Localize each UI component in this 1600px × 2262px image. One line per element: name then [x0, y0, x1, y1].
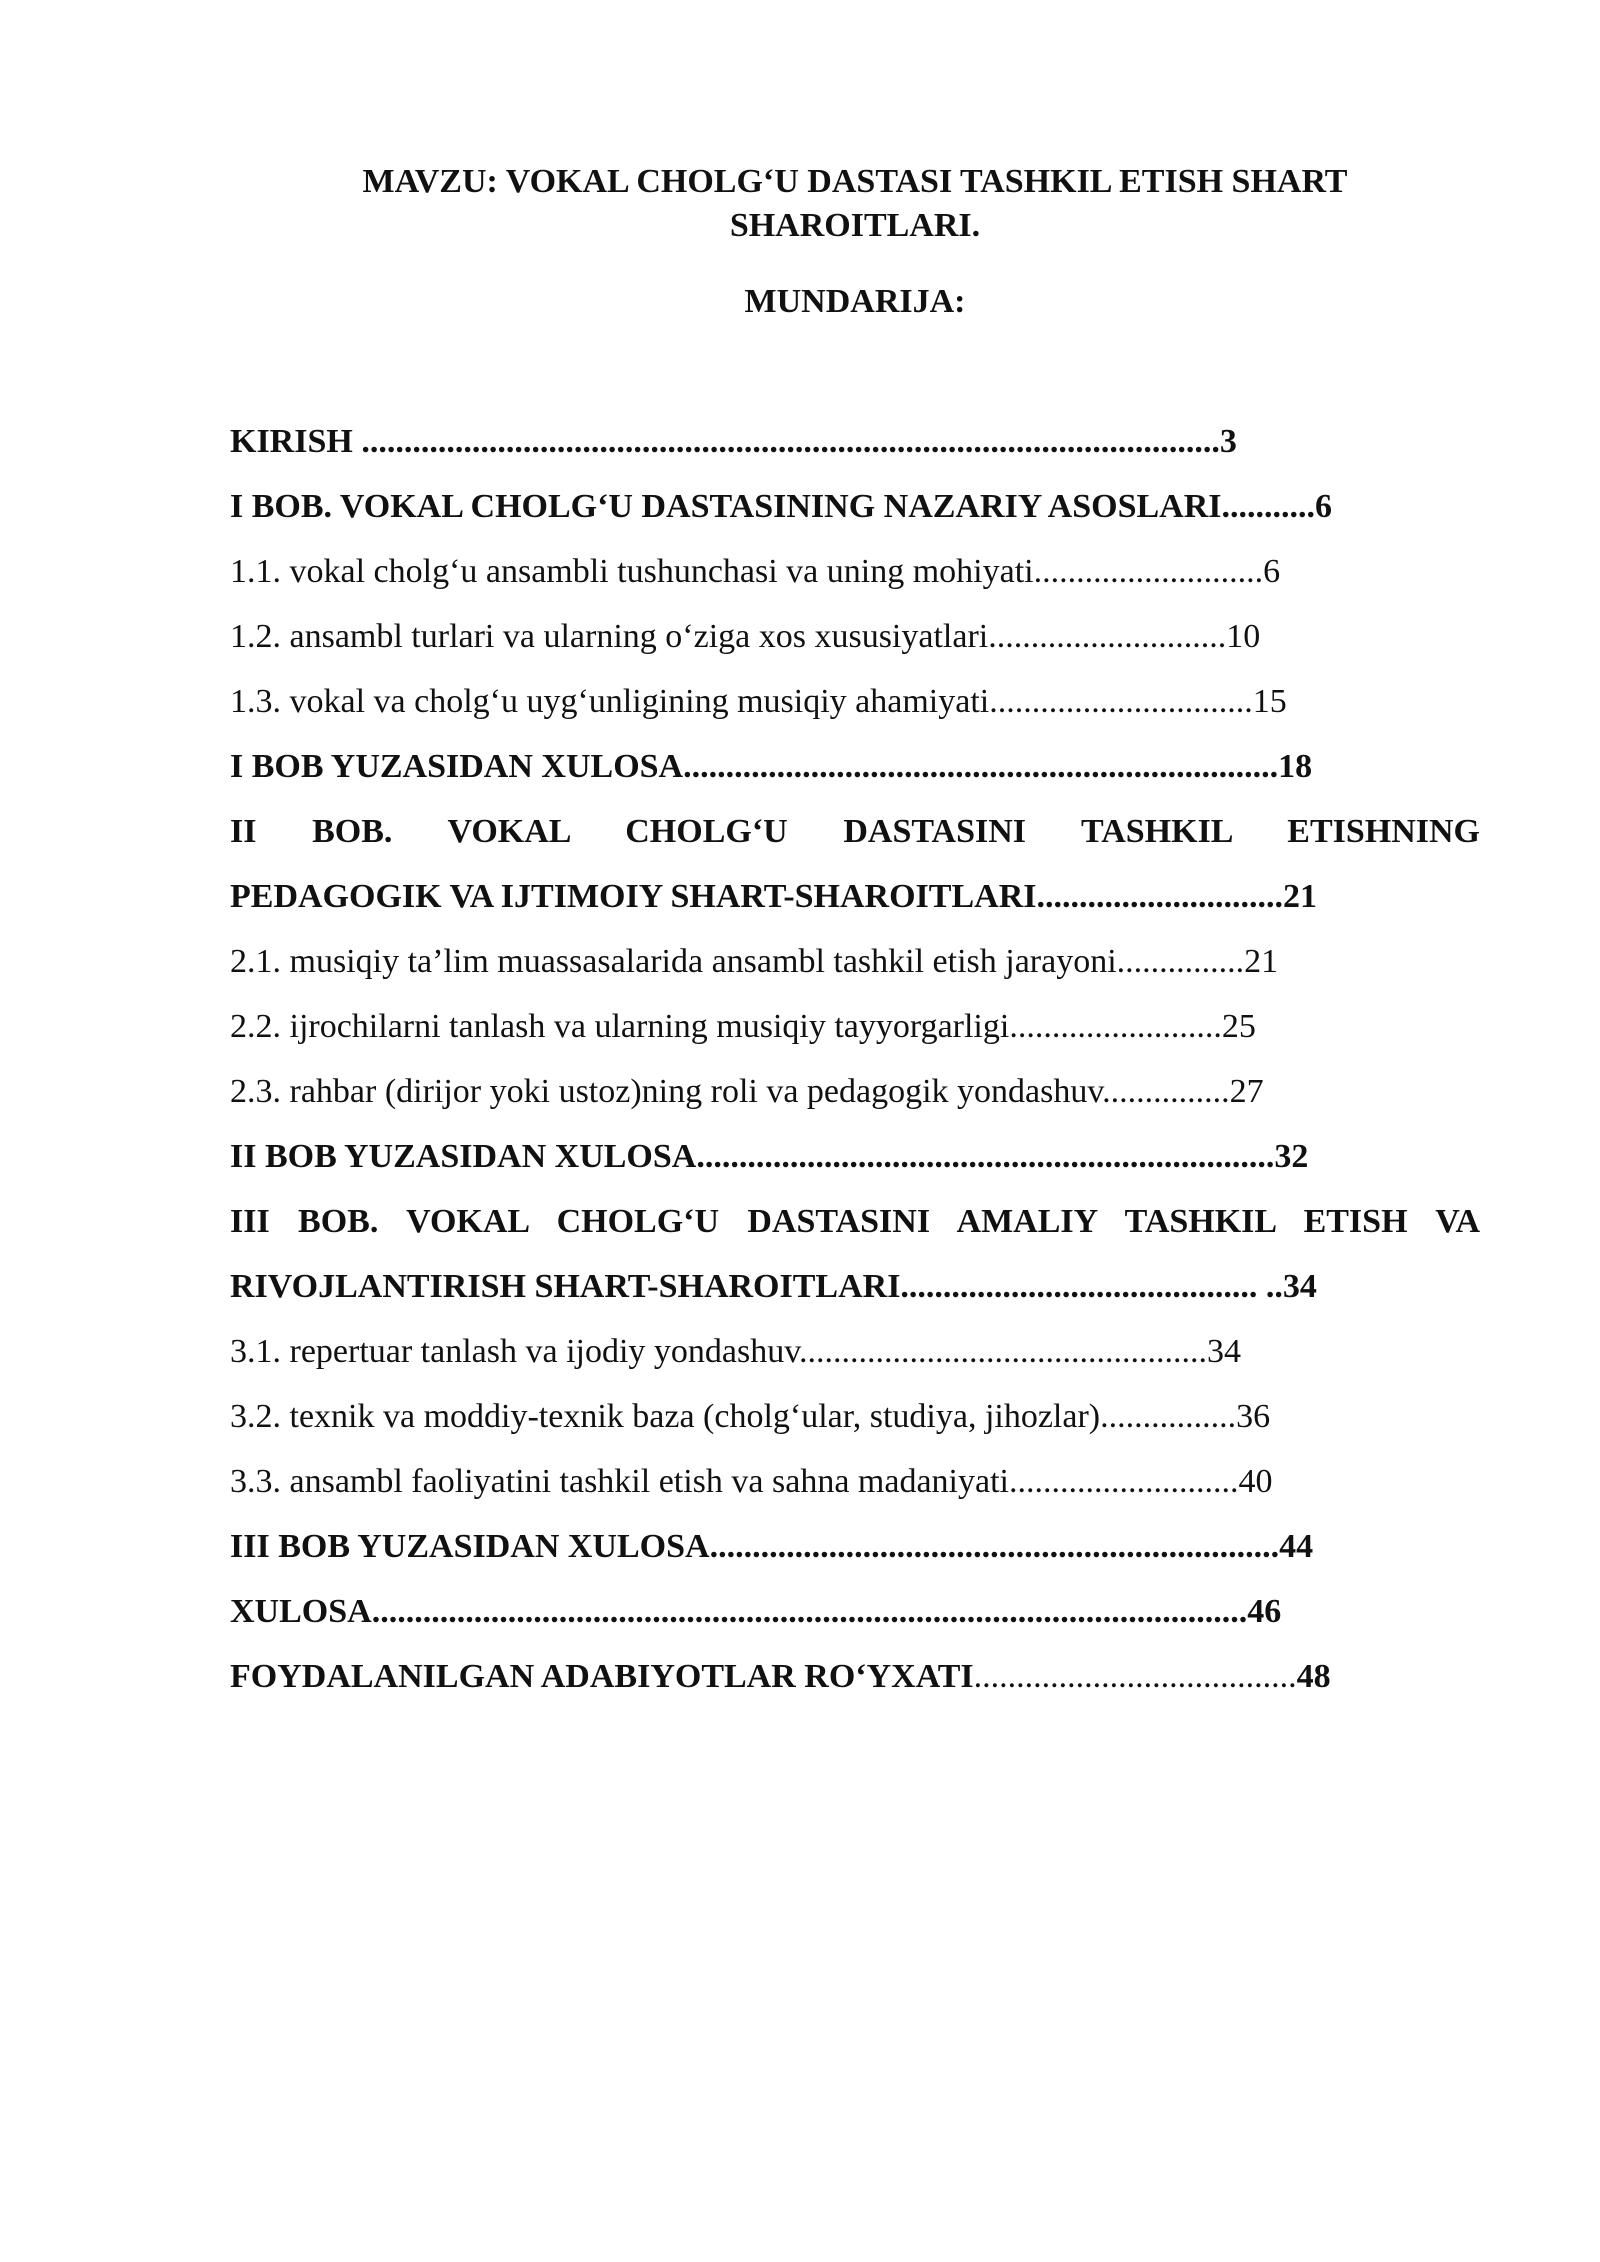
document-title: [230, 160, 1480, 248]
toc-entry-3-1: 3.1. repertuar tanlash va ijodiy yondashuv................................................34: [230, 1333, 1242, 1370]
toc-entry-3-3: 3.3. ansambl faoliyatini tashkil etish va sahna madaniyati...........................40: [230, 1463, 1273, 1500]
toc-entry-3-2: 3.2. texnik va moddiy-texnik baza (cholg‘ular, studiya, jihozlar)................36: [230, 1398, 1271, 1435]
title-line-1: MAVZU: VOKAL CHOLG‘U DASTASI TASHKIL ETISH SHART: [362, 163, 1348, 200]
toc-entry-1-2: 1.2. ansambl turlari va ularning o‘ziga xos xususiyatlari............................10: [230, 618, 1261, 655]
table-of-contents: [230, 409, 1480, 1709]
toc-entry-references: [230, 1644, 1480, 1709]
toc-entry-references-label: FOYDALANILGAN ADABIYOTLAR RO‘YXATI: [230, 1658, 974, 1695]
toc-entry-2-1: 2.1. musiqiy ta’lim muassasalarida ansambl tashkil etish jarayoni...............21: [230, 943, 1279, 980]
toc-entry-2-3: 2.3. rahbar (dirijor yoki ustoz)ning roli va pedagogik yondashuv...............27: [230, 1073, 1264, 1110]
title-line-2: SHAROITLARI.: [729, 207, 981, 244]
toc-entry-kirish: KIRISH .....................................................................................................3: [230, 423, 1237, 460]
toc-entry-2-2: 2.2. ijrochilarni tanlash va ularning musiqiy tayyorgarligi.........................25: [230, 1008, 1256, 1045]
toc-entry-chapter-2-line-1: II BOB. VOKAL CHOLG‘U DASTASINI TASHKIL ETISHNING: [230, 813, 1480, 850]
toc-entry-chapter-1: I BOB. VOKAL CHOLG‘U DASTASINING NAZARIY ASOSLARI...........6: [230, 488, 1333, 525]
toc-entry-xulosa: XULOSA.......................................................................................................46: [230, 1593, 1282, 1630]
toc-entry-chapter-3-conclusion: III BOB YUZASIDAN XULOSA...................................................................44: [230, 1528, 1314, 1565]
toc-entry-chapter-3-line-1: III BOB. VOKAL CHOLG‘U DASTASINI AMALIY TASHKIL ETISH VA: [230, 1203, 1480, 1240]
toc-entry-1-1: 1.1. vokal cholg‘u ansambli tushunchasi va uning mohiyati...........................6: [230, 553, 1281, 590]
toc-entry-chapter-1-conclusion: I BOB YUZASIDAN XULOSA......................................................................18: [230, 748, 1313, 785]
toc-entry-1-3: 1.3. vokal va cholg‘u uyg‘unligining musiqiy ahamiyati...............................15: [230, 683, 1287, 720]
toc-entry-references-page: 48: [1296, 1658, 1331, 1695]
toc-entry-chapter-2-conclusion: II BOB YUZASIDAN XULOSA....................................................................32: [230, 1138, 1309, 1175]
toc-entry-chapter-2-line-2: PEDAGOGIK VA IJTIMOIY SHART-SHAROITLARI.............................21: [230, 878, 1317, 915]
contents-heading: MUNDARIJA:: [744, 283, 966, 320]
toc-leader-dots: ......................................: [973, 1658, 1297, 1695]
toc-entry-chapter-3-line-2: RIVOJLANTIRISH SHART-SHAROITLARI.......................................... ..34: [230, 1268, 1317, 1305]
